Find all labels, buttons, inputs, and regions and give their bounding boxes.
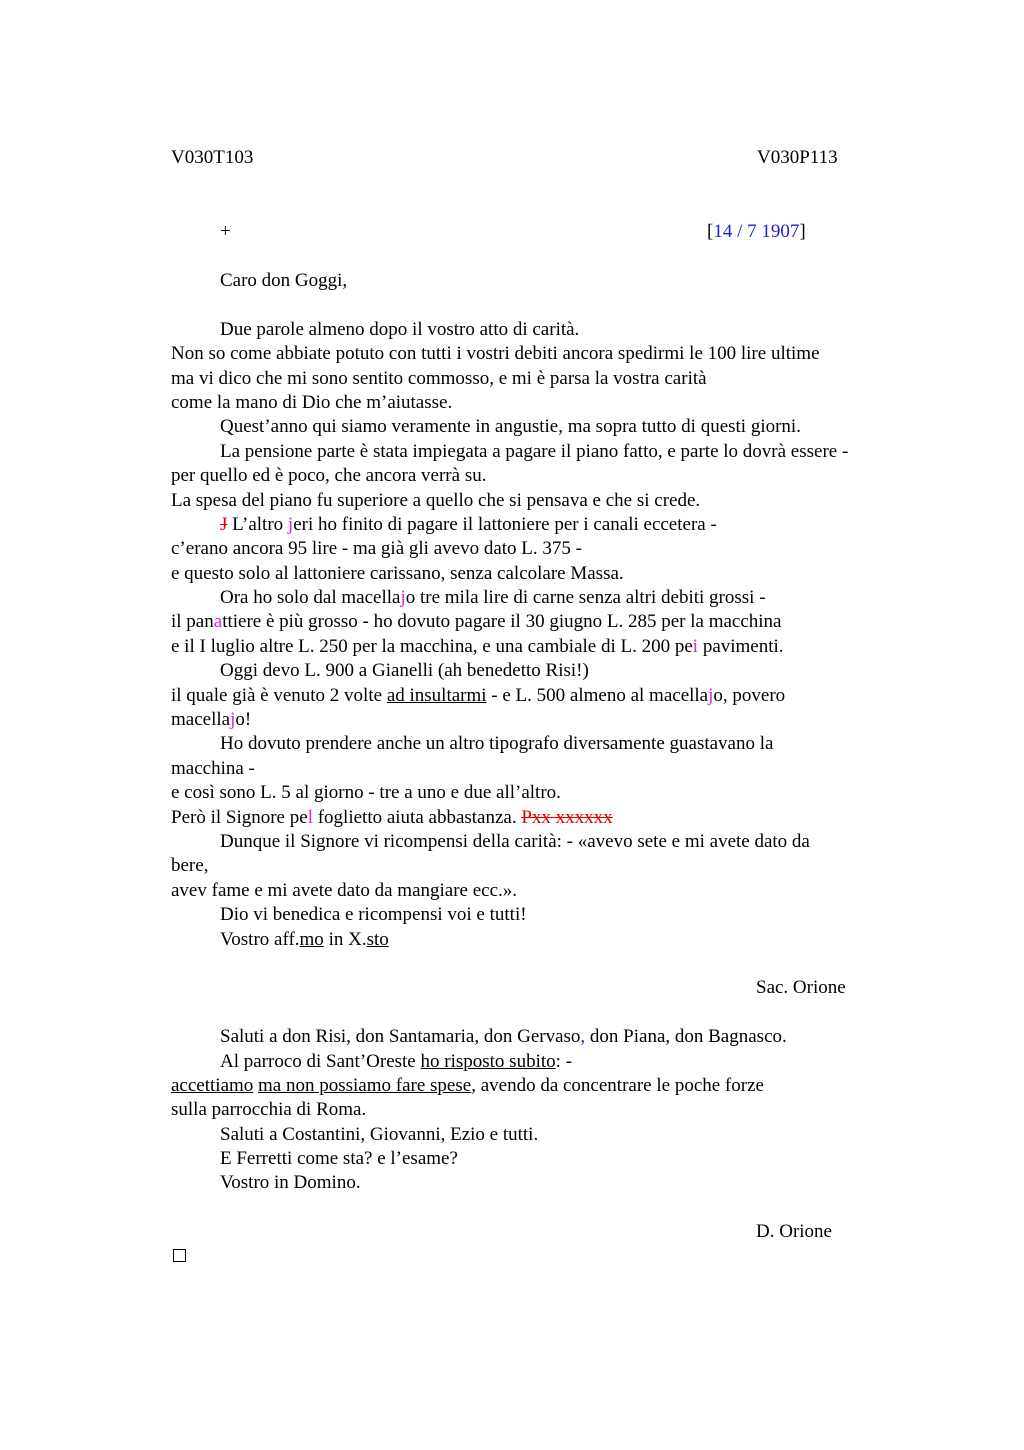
line-text: Però il Signore pe [171, 806, 308, 828]
letter-line: Ho dovuto prendere anche un altro tipografo diversamente guastavano la [220, 733, 774, 755]
inserted-text: l [307, 806, 313, 828]
letter-line [171, 806, 911, 830]
letter-line: avev fame e mi avete dato da mangiare ecc.». [171, 879, 518, 901]
date-bracket-close: ] [799, 221, 806, 242]
letter-line [171, 610, 911, 634]
inserted-text: i [692, 635, 699, 657]
date-bracket-open: [ [707, 221, 714, 242]
letter-line: macchina - [171, 757, 255, 779]
postscript-line [171, 1074, 911, 1098]
postscript-line [171, 1025, 911, 1049]
letter-body [171, 269, 911, 1245]
signature: Sac. Orione [756, 977, 846, 999]
line-text: e il I luglio altre L. 250 per la macchina, e una cambiale di L. 200 pe [171, 635, 693, 657]
deleted-text: J [220, 513, 228, 535]
line-text: macella [171, 709, 231, 731]
postscript-signature: D. Orione [756, 1221, 832, 1243]
line-text: : - [555, 1050, 572, 1072]
inserted-text: j [708, 684, 714, 706]
letter-line: e così sono L. 5 al giorno - tre a uno e due all’altro. [171, 782, 561, 804]
letter-date [707, 220, 806, 244]
line-text: pavimenti. [698, 635, 784, 657]
letter-line: Quest’anno qui siamo veramente in angustie, ma sopra tutto di questi giorni. [220, 416, 801, 438]
letter-line [171, 513, 911, 537]
line-text: il quale già è venuto 2 volte [171, 684, 387, 706]
line-text: L’altro [227, 513, 288, 535]
letter-line: c’erano ancora 95 lire - ma già gli avevo dato L. 375 - [171, 538, 582, 560]
letter-line [171, 708, 911, 732]
letter-line: Dio vi benedica e ricompensi voi e tutti! [220, 904, 527, 926]
closing-line [171, 928, 911, 952]
postscript-line: sulla parrocchia di Roma. [171, 1099, 367, 1121]
postscript-line: Saluti a Costantini, Giovanni, Ezio e tutti. [220, 1123, 539, 1145]
document-code-right: V030P113 [757, 147, 838, 168]
underlined-text: accettiamo [171, 1074, 254, 1096]
deleted-text: Pxx xxxxxx [521, 806, 613, 828]
letter-line: Oggi devo L. 900 a Gianelli (ah benedetto Risi!) [220, 660, 589, 682]
inserted-text: j [287, 513, 294, 535]
line-text: o! [235, 709, 252, 731]
cross-mark: + [220, 221, 231, 242]
line-text: foglietto aiuta abbastanza. [312, 806, 522, 828]
document-code-left: V030T103 [171, 147, 254, 168]
letter-line: Dunque il Signore vi ricompensi della carità: - «avevo sete e mi avete dato da [220, 830, 810, 852]
line-text: Saluti a don Risi, don Santamaria, don Gervaso [220, 1026, 581, 1048]
inserted-text: j [230, 709, 236, 731]
line-text: eri ho finito di pagare il lattoniere per i canali eccetera - [293, 513, 717, 535]
letter-line: La spesa del piano fu superiore a quello che si pensava e che si crede. [171, 489, 701, 511]
editorial-mark: , [580, 1026, 586, 1048]
line-text: Ora ho solo dal macella [220, 587, 401, 609]
line-text: ttiere è più grosso - ho dovuto pagare il 30 giugno L. 285 per la macchina [222, 611, 782, 633]
letter-line: bere, [171, 855, 209, 877]
line-text: don Piana, don Bagnasco. [585, 1026, 787, 1048]
line-text: Al parroco di Sant’Oreste [220, 1050, 421, 1072]
inserted-text: a [213, 611, 223, 633]
letter-line: come la mano di Dio che m’aiutasse. [171, 391, 453, 413]
underlined-text: ad insultarmi [386, 684, 487, 706]
letter-line: ma vi dico che mi sono sentito commosso, e mi è parsa la vostra carità [171, 367, 707, 389]
postscript-line: Vostro in Domino. [220, 1172, 361, 1194]
letter-line [171, 635, 911, 659]
underlined-text: ma non possiamo fare spese [258, 1074, 472, 1096]
letter-line [171, 684, 911, 708]
letter-line [171, 586, 911, 610]
line-text: Vostro aff. [220, 928, 300, 950]
letter-line: La pensione parte è stata impiegata a pagare il piano fatto, e parte lo dovrà essere - [220, 440, 849, 462]
line-text: - e L. 500 almeno al macella [486, 684, 709, 706]
underlined-text: sto [366, 928, 389, 950]
underlined-text: ho risposto subito [420, 1050, 556, 1072]
date-value: 14 / 7 1907 [713, 221, 800, 242]
letter-line: e questo solo al lattoniere carissano, senza calcolare Massa. [171, 562, 624, 584]
line-text: il pan [171, 611, 214, 633]
postscript-line [171, 1050, 911, 1074]
letter-line: per quello ed è poco, che ancora verrà su. [171, 465, 487, 487]
line-text: in X. [323, 928, 367, 950]
salutation: Caro don Goggi, [220, 270, 348, 291]
end-of-document-box-icon [173, 1249, 186, 1262]
postscript-line: E Ferretti come sta? e l’esame? [220, 1148, 458, 1170]
line-text: o tre mila lire di carne senza altri debiti grossi - [405, 587, 766, 609]
line-text: o, povero [713, 684, 786, 706]
letter-line: Non so come abbiate potuto con tutti i vostri debiti ancora spedirmi le 100 lire ultime [171, 343, 820, 365]
underlined-text: mo [299, 928, 324, 950]
line-text: , avendo da concentrare le poche forze [471, 1074, 764, 1096]
inserted-text: j [400, 587, 406, 609]
letter-line: Due parole almeno dopo il vostro atto di carità. [220, 318, 580, 340]
